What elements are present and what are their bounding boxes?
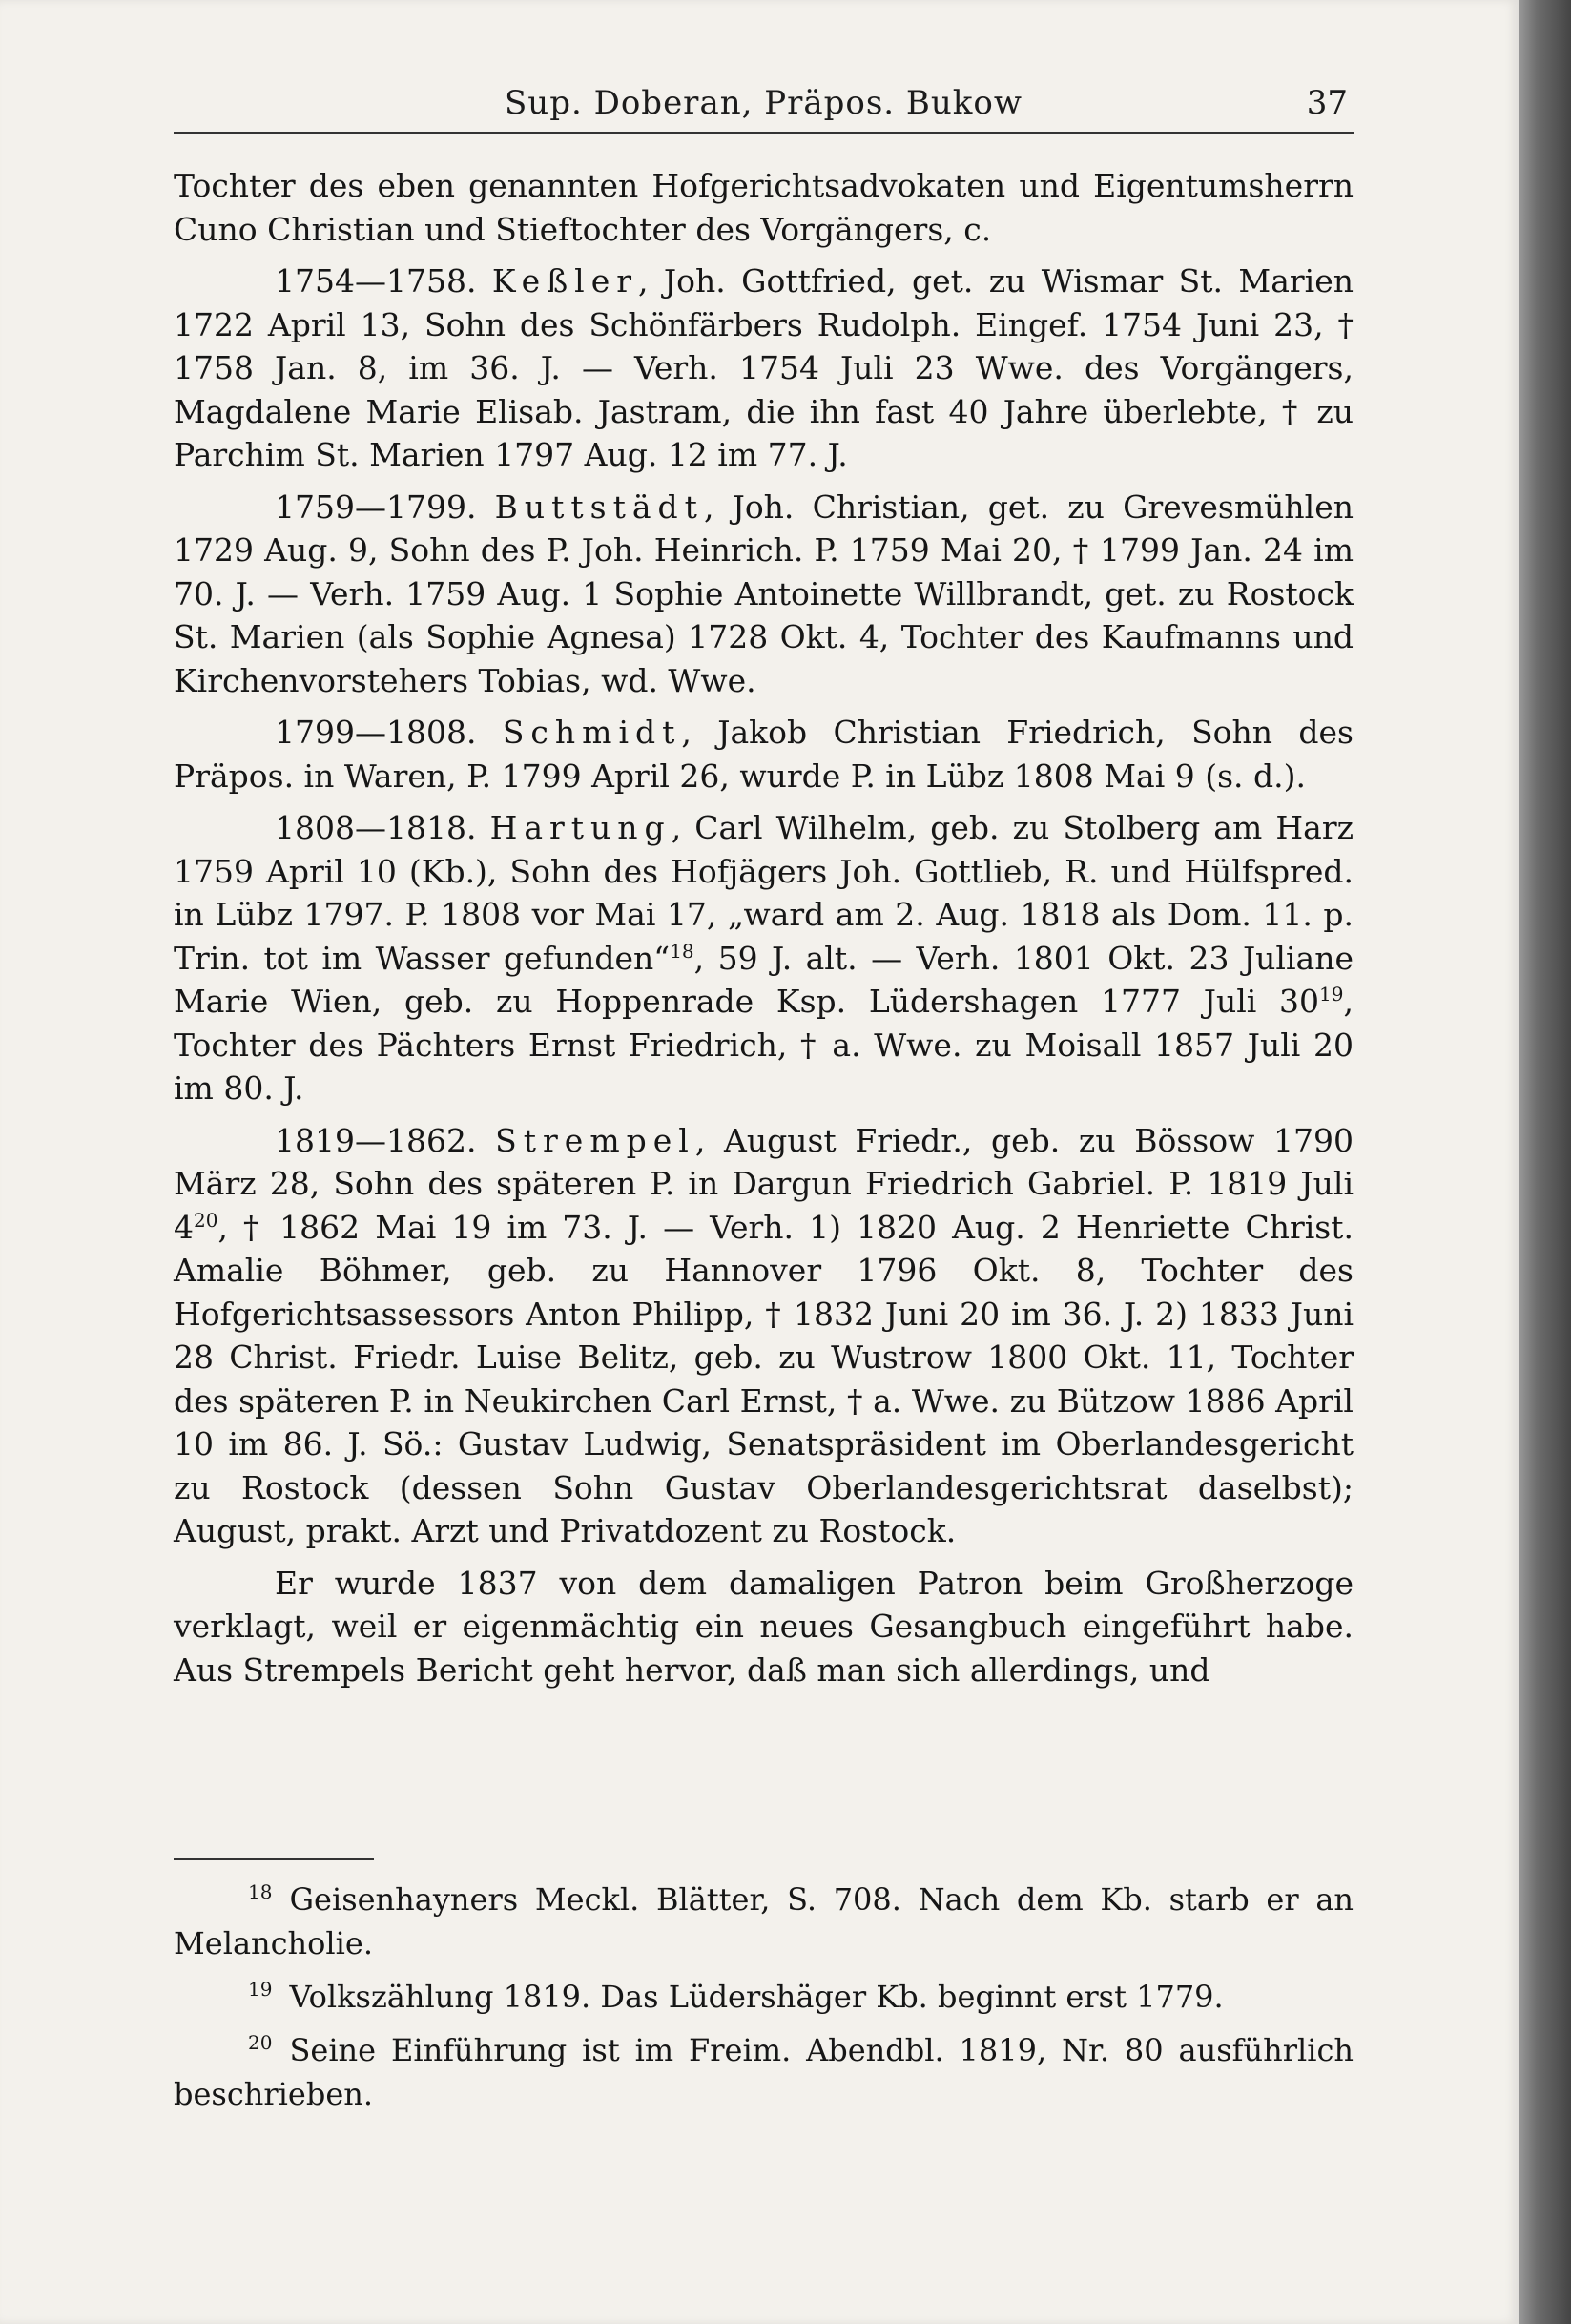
footnote-number: 20: [248, 2031, 273, 2054]
entry-surname: Schmidt: [502, 714, 682, 751]
entry-dates: 1808—1818.: [275, 809, 477, 846]
footnote-ref-20: 20: [194, 1208, 218, 1232]
paragraph-continuation: Tochter des eben genannten Hofgerichtsadvokaten und Eigentumsherrn Cuno Christian und Stieftochter des Vorgängers, c.: [174, 167, 1354, 248]
main-text: [174, 164, 1354, 1700]
page-edge-shadow: [1519, 0, 1571, 2324]
footnote-number: 18: [248, 1880, 273, 1903]
entry-dates: 1799—1808.: [275, 714, 477, 751]
footnotes: [174, 1878, 1354, 2126]
entry-text: , Carl Wilhelm, geb. zu Stolberg am Harz 1759 April 10 (Kb.), Sohn des Hofjägers Joh. Gottlieb, R. und Hülfspred. in Lübz 1797. P. 1808 vor Mai 17, „ward am 2. Aug. 1818 als Dom. 11. p. Trin. tot im Wasser gefunden“: [174, 809, 1354, 977]
paragraph-strempel-note: Er wurde 1837 von dem damaligen Patron beim Großherzoge verklagt, weil er eigenmächtig ein neues Gesangbuch eingeführt habe. Aus Strempels Bericht geht hervor, daß man sich allerdings, und: [174, 1564, 1354, 1689]
footnote-ref-18: 18: [670, 939, 694, 963]
running-header: [174, 74, 1354, 134]
footnote-18: [174, 1878, 1354, 1965]
entry-strempel: [174, 1119, 1354, 1553]
entry-kessler: [174, 259, 1354, 477]
footnote-text: Seine Einführung ist im Freim. Abendbl. 1819, Nr. 80 ausführlich beschrieben.: [174, 2032, 1354, 2112]
entry-surname: Strempel: [495, 1121, 695, 1159]
footnote-text: Geisenhayners Meckl. Blätter, S. 708. Nach dem Kb. starb er an Melancholie.: [174, 1881, 1354, 1961]
entry-buttstaedt: [174, 486, 1354, 703]
header-title: Sup. Doberan, Präpos. Bukow: [505, 84, 1023, 122]
entry-text: , Joh. Christian, get. zu Grevesmühlen 1729 Aug. 9, Sohn des P. Joh. Heinrich. P. 1759 Mai 20, † 1799 Jan. 24 im 70. J. — Verh. 1759 Aug. 1 Sophie Antoinette Willbrandt, get. zu Rostock St. Marien (als Sophie Agnesa) 1728 Okt. 4, Tochter des Kaufmanns und Kirchenvorstehers Tobias, wd. Wwe.: [174, 488, 1354, 699]
entry-text: , August Friedr., geb. zu Bössow 1790 März 28, Sohn des späteren P. in Dargun Friedrich Gabriel. P. 1819 Juli 4: [174, 1121, 1354, 1246]
footnote-19: [174, 1975, 1354, 2019]
entry-dates: 1754—1758.: [275, 262, 477, 300]
entry-dates: 1819—1862.: [275, 1121, 477, 1159]
page-number: 37: [1306, 84, 1348, 122]
entry-surname: Hartung: [489, 809, 672, 846]
entry-text: , † 1862 Mai 19 im 73. J. — Verh. 1) 1820 Aug. 2 Henriette Christ. Amalie Böhmer, geb. zu Hannover 1796 Okt. 8, Tochter des Hofgerichtsassessors Anton Philipp, † 1832 Juni 20 im 36. J. 2) 1833 Juni 28 Christ. Friedr. Luise Belitz, geb. zu Wustrow 1800 Okt. 11, Tochter des späteren P. in Neukirchen Carl Ernst, † a. Wwe. zu Bützow 1886 April 10 im 86. J. Sö.: Gustav Ludwig, Senatspräsident im Oberlandesgericht zu Rostock (dessen Sohn Gustav Oberlandesgerichtsrat daselbst); August, prakt. Arzt und Privatdozent zu Rostock.: [174, 1208, 1354, 1549]
footnote-20: [174, 2028, 1354, 2116]
entry-hartung: [174, 806, 1354, 1110]
footnote-ref-19: 19: [1319, 983, 1344, 1006]
entry-schmidt: [174, 711, 1354, 798]
footnote-text: Volkszählung 1819. Das Lüdershäger Kb. beginnt erst 1779.: [289, 1979, 1224, 2015]
footnote-number: 19: [248, 1978, 273, 2001]
entry-text: , Jakob Christian Friedrich, Sohn des Präpos. in Waren, P. 1799 April 26, wurde P. in Lübz 1808 Mai 9 (s. d.).: [174, 714, 1354, 795]
entry-surname: Buttstädt: [494, 488, 704, 526]
entry-text: , Tochter des Pächters Ernst Friedrich, † a. Wwe. zu Moisall 1857 Juli 20 im 80. J.: [174, 983, 1354, 1107]
entry-surname: Keßler: [491, 262, 639, 300]
entry-text: , Joh. Gottfried, get. zu Wismar St. Marien 1722 April 13, Sohn des Schönfärbers Rudolph. Eingef. 1754 Juni 23, † 1758 Jan. 8, im 36. J. — Verh. 1754 Juli 23 Wwe. des Vorgängers, Magdalene Marie Elisab. Jastram, die ihn fast 40 Jahre überlebte, † zu Parchim St. Marien 1797 Aug. 12 im 77. J.: [174, 262, 1354, 473]
entry-text: , 59 J. alt. — Verh. 1801 Okt. 23 Juliane Marie Wien, geb. zu Hoppenrade Ksp. Lüdershagen 1777 Juli 30: [174, 939, 1354, 1020]
entry-dates: 1759—1799.: [275, 488, 477, 526]
footnote-divider: [174, 1858, 374, 1860]
